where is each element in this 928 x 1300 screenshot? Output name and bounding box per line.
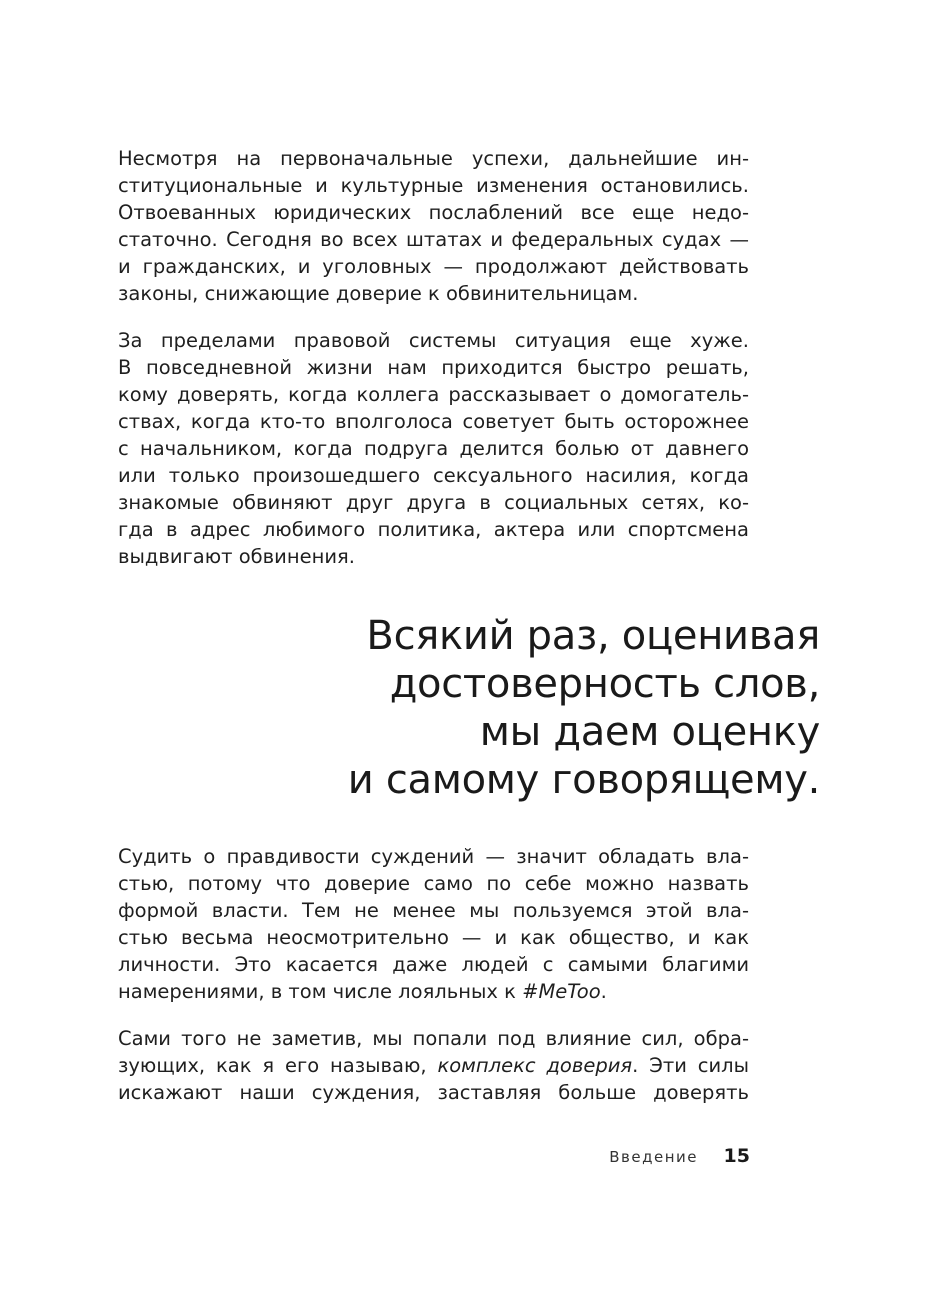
metoo-hashtag: #MeToo [522,980,601,1003]
text-line: знакомые обвиняют друг друга в социальных сетях, ко- [118,491,749,514]
text-line: с начальником, когда подруга делится болью от давнего [118,437,749,460]
running-footer-section: Введение [609,1148,698,1166]
text-line: За пределами правовой системы ситуация еще хуже. [118,329,749,352]
pull-quote-line: и самому говорящему. [347,757,820,803]
text-line: Судить о правдивости суждений — значит обладать вла- [118,845,749,868]
text-line: личности. Это касается даже людей с самыми благими [118,953,749,976]
text-line: статочно. Сегодня во всех штатах и федеральных судах — [118,228,749,251]
text-line: В повседневной жизни нам приходится быстро решать, [118,356,749,379]
text-span: . Эти силы [632,1054,750,1077]
text-line: гда в адрес любимого политика, актера или спортсмена [118,518,749,541]
text-line: выдвигают обвинения. [118,545,355,568]
text-line: и гражданских, и уголовных — продолжают действовать [118,255,749,278]
text-line [118,978,749,1005]
text-line: Несмотря на первоначальные успехи, дальнейшие ин- [118,147,749,170]
text-span: зующих, как я его называю, [118,1054,438,1077]
text-line: стью весьма неосмотрительно — и как общество, и как [118,926,749,949]
text-line: стью, потому что доверие само по себе можно назвать [118,872,749,895]
pull-quote-line: Всякий раз, оценивая [366,613,820,659]
page-number: 15 [723,1145,750,1167]
text-line: или только произошедшего сексуального насилия, когда [118,464,749,487]
text-line: ституциональные и культурные изменения остановились. [118,174,749,197]
text-line: искажают наши суждения, заставляя больше доверять [118,1081,749,1104]
text-line: кому доверять, когда коллега рассказывает о домогатель- [118,383,749,406]
text-span: . [600,980,607,1003]
term-trust-complex: комплекс доверия [437,1054,633,1077]
text-line: Сами того не заметив, мы попали под влияние сил, обра- [118,1027,749,1050]
text-line: Отвоеванных юридических послаблений все еще недо- [118,201,749,224]
text-span: намерениями, в том числе лояльных к [118,980,523,1003]
text-line: формой власти. Тем не менее мы пользуемся этой вла- [118,899,749,922]
text-line [118,1052,749,1079]
pull-quote-line: мы даем оценку [479,709,820,755]
text-line: ствах, когда кто-то вполголоса советует быть осторожнее [118,410,749,433]
pull-quote-line: достоверность слов, [389,661,820,707]
text-line: законы, снижающие доверие к обвинительницам. [118,282,639,305]
